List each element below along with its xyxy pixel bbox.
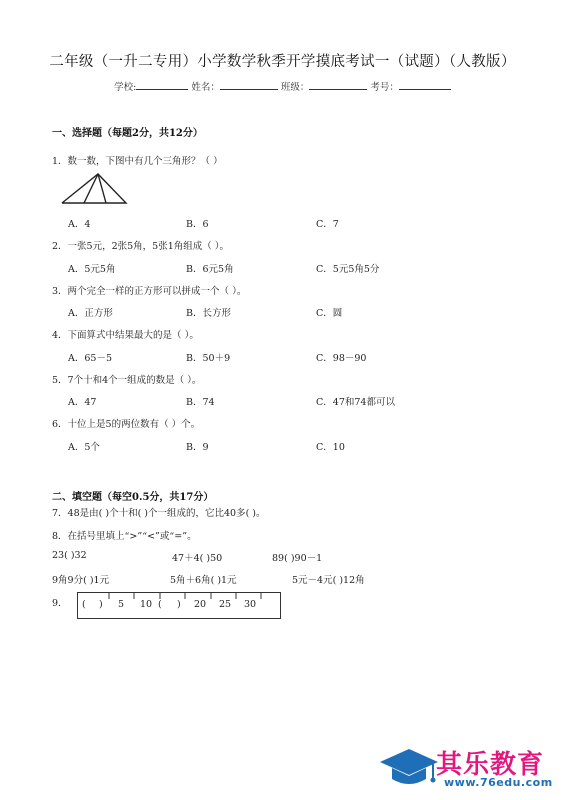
- question-4-option-b[interactable]: B．50＋9: [186, 353, 231, 364]
- compare-item[interactable]: 47＋4( )50: [172, 553, 223, 564]
- question-5-option-c[interactable]: C．47和74都可以: [316, 397, 395, 408]
- number-line-blank-close: ): [99, 599, 103, 610]
- exam-number-label: 考号：: [370, 82, 399, 93]
- school-blank[interactable]: [136, 79, 188, 90]
- question-5: 5．7个十和4个一组成的数是（ ）。: [52, 375, 202, 386]
- class-blank[interactable]: [309, 79, 367, 90]
- number-line-blank-close: ): [177, 599, 181, 610]
- question-8: 8．在括号里填上“>”“<”或“=”。: [52, 531, 197, 542]
- question-1: 1．数一数，下图中有几个三角形？（ ）: [52, 156, 223, 167]
- compare-item[interactable]: 23( )32: [52, 550, 87, 561]
- school-label: 学校:: [114, 82, 137, 93]
- exam-number-blank[interactable]: [399, 79, 451, 90]
- number-line-label: 25: [219, 599, 232, 610]
- question-4: 4．下面算式中结果最大的是（ ）。: [52, 330, 199, 341]
- question-3-option-a[interactable]: A．正方形: [68, 308, 113, 319]
- question-1-option-a[interactable]: A．4: [68, 219, 91, 230]
- number-line-label: 5: [118, 599, 125, 610]
- number-line-label: 20: [194, 599, 207, 610]
- compare-item[interactable]: 89( )90－1: [272, 553, 323, 564]
- number-line-blank-open[interactable]: (: [158, 599, 162, 610]
- question-3-option-c[interactable]: C．圆: [316, 308, 343, 319]
- section-2-heading: 二、填空题（每空0.5分，共17分）: [52, 492, 214, 503]
- question-3: 3．两个完全一样的正方形可以拼成一个（ ）。: [52, 286, 247, 297]
- question-9-label: 9.: [52, 598, 62, 609]
- page-title: 二年级（一升二专用）小学数学秋季开学摸底考试一（试题）（人教版）: [49, 54, 516, 70]
- student-info-row: [0, 79, 565, 93]
- question-2: 2．一张5元，2张5角，5张1角组成（ ）。: [52, 241, 230, 252]
- name-blank[interactable]: [220, 79, 278, 90]
- number-line-label: 30: [244, 599, 257, 610]
- question-6-option-c[interactable]: C．10: [316, 442, 345, 453]
- section-1-heading: 一、选择题（每题2分，共12分）: [52, 128, 203, 139]
- compare-item[interactable]: 5元－4元( )12角: [292, 575, 365, 586]
- question-5-option-a[interactable]: A．47: [68, 397, 97, 408]
- logo-url: www.76edu.com: [444, 776, 553, 789]
- compare-item[interactable]: 9角9分( )1元: [52, 575, 110, 586]
- number-line-box: [77, 592, 281, 619]
- question-4-option-c[interactable]: C．98－90: [316, 353, 367, 364]
- question-1-option-b[interactable]: B．6: [186, 219, 209, 230]
- question-2-option-a[interactable]: A．5元5角: [68, 264, 116, 275]
- question-7: 7．48是由( )个十和( )个一组成的，它比40多( )。: [52, 508, 266, 519]
- number-line-label: 10: [140, 599, 153, 610]
- name-label: 姓名：: [191, 82, 220, 93]
- question-4-option-a[interactable]: A．65－5: [68, 353, 112, 364]
- compare-item[interactable]: 5角＋6角( )1元: [170, 575, 237, 586]
- question-5-option-b[interactable]: B．74: [186, 397, 215, 408]
- question-6-option-a[interactable]: A．5个: [68, 442, 100, 453]
- question-3-option-b[interactable]: B．长方形: [186, 308, 231, 319]
- question-6-option-b[interactable]: B．9: [186, 442, 209, 453]
- triangle-figure: [60, 172, 130, 206]
- number-line-blank-open[interactable]: (: [82, 599, 86, 610]
- question-2-option-b[interactable]: B．6元5角: [186, 264, 234, 275]
- logo-title: 其乐教育: [436, 750, 545, 780]
- graduation-cap-icon: [378, 745, 440, 791]
- question-2-option-c[interactable]: C．5元5角5分: [316, 264, 380, 275]
- question-1-option-c[interactable]: C．7: [316, 219, 339, 230]
- class-label: 班级：: [280, 82, 310, 93]
- question-6: 6．十位上是5的两位数有（ ）个。: [52, 419, 201, 430]
